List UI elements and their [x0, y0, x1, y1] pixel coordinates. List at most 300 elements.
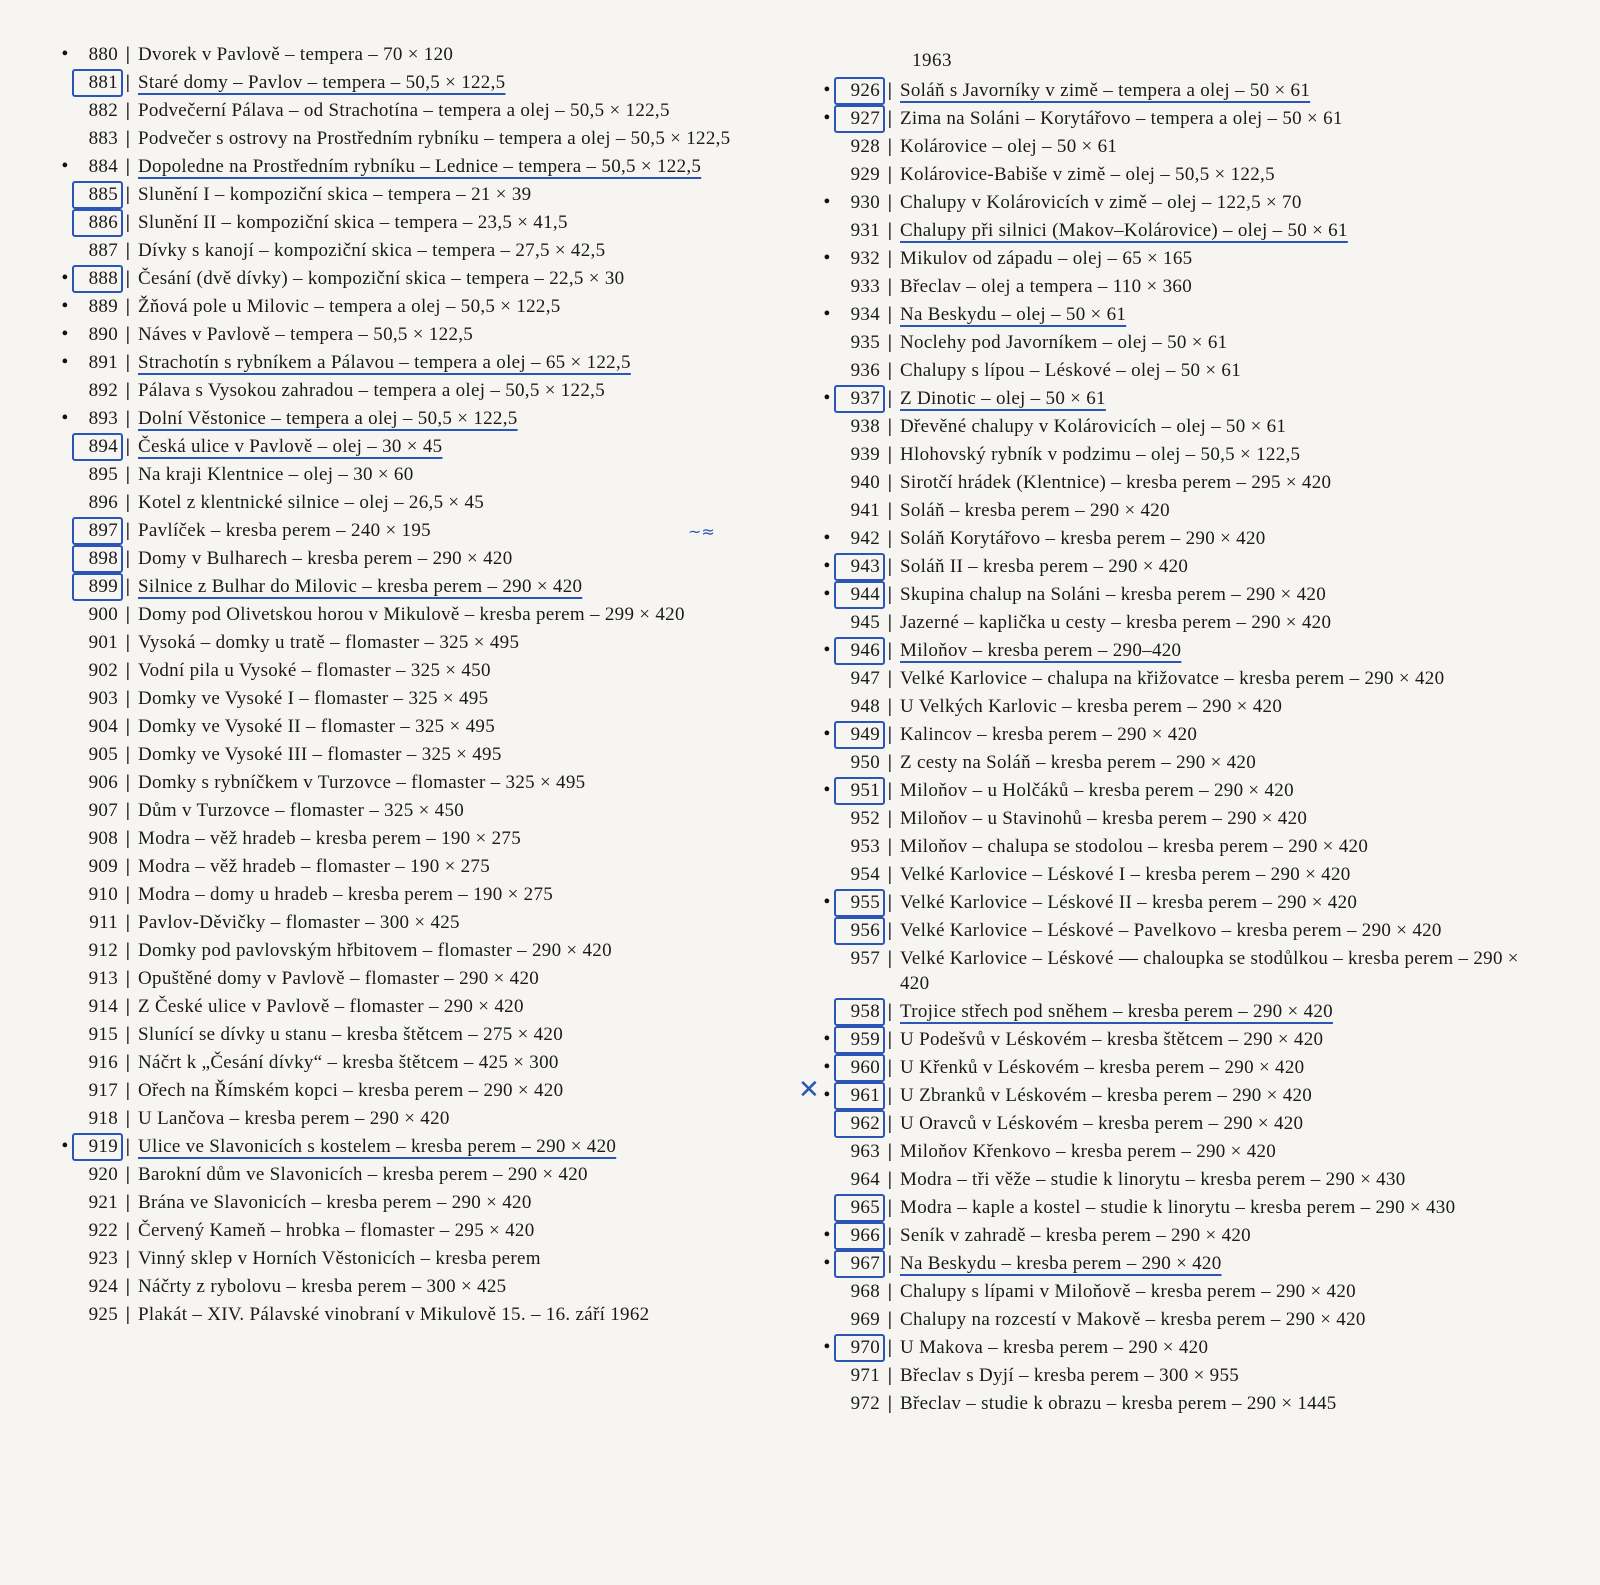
entry-description: Hlohovský rybník v podzimu – olej – 50,5 × 122,5: [900, 444, 1301, 465]
entry-number: 923: [88, 1248, 118, 1269]
catalog-entry: [820, 999, 1520, 1024]
entry-separator: |: [887, 1309, 893, 1330]
entry-number: 911: [89, 912, 118, 933]
entry-number: 922: [88, 1220, 118, 1241]
entry-number: 899: [72, 574, 120, 599]
entry-number: 929: [850, 164, 880, 185]
catalog-entry: [58, 322, 758, 347]
entry-description: Brána ve Slavonicích – kresba perem – 290 × 420: [138, 1192, 532, 1213]
entry-description: Chalupy v Kolárovicích v zimě – olej – 122,5 × 70: [900, 192, 1302, 213]
entry-description: Slunící se dívky u stanu – kresba štětcem – 275 × 420: [138, 1024, 564, 1045]
entry-separator: |: [125, 492, 131, 513]
entry-separator: |: [887, 1253, 893, 1274]
entry-number: 904: [88, 716, 118, 737]
catalog-entry: [58, 1022, 758, 1047]
entry-separator: |: [125, 548, 131, 569]
entry-description: Barokní dům ve Slavonicích – kresba perem – 290 × 420: [138, 1164, 588, 1185]
year-heading: 1963: [912, 50, 952, 71]
entry-separator: |: [125, 44, 131, 65]
entry-number: 949: [834, 722, 882, 747]
catalog-entry: [58, 406, 758, 431]
catalog-entry: [820, 750, 1520, 775]
catalog-entry: [58, 462, 758, 487]
entry-number: 966: [834, 1223, 882, 1248]
entry-separator: |: [125, 576, 131, 597]
entry-description: Břeclav – olej a tempera – 110 × 360: [900, 276, 1192, 297]
entry-separator: |: [887, 1001, 893, 1022]
entry-description: Velké Karlovice – Léskové I – kresba perem – 290 × 420: [900, 864, 1351, 885]
catalog-entry: [58, 42, 758, 67]
entry-separator: |: [125, 212, 131, 233]
entry-separator: |: [887, 164, 893, 185]
entry-separator: |: [887, 1029, 893, 1050]
entry-number: 947: [850, 668, 880, 689]
catalog-entry: [820, 1279, 1520, 1304]
catalog-entry: [820, 218, 1520, 243]
entry-number: 888: [72, 266, 120, 291]
right-column: [820, 42, 1520, 1419]
entry-description: U Podešvů v Léskovém – kresba štětcem – 290 × 420: [900, 1029, 1324, 1050]
entry-description: Velké Karlovice – Léskové — chaloupka se stodůlkou – kresba perem – 290 × 420: [900, 948, 1519, 994]
selection-dot: •: [61, 267, 69, 289]
entry-description: Seník v zahradě – kresba perem – 290 × 420: [900, 1225, 1251, 1246]
selection-dot: •: [61, 323, 69, 345]
entry-number: 892: [88, 380, 118, 401]
entry-description: Opuštěné domy v Pavlově – flomaster – 290 × 420: [138, 968, 540, 989]
entry-number: 933: [850, 276, 880, 297]
selection-dot: •: [61, 407, 69, 429]
entry-description: Jazerné – kaplička u cesty – kresba perem – 290 × 420: [900, 612, 1332, 633]
entry-separator: |: [125, 1304, 131, 1325]
entry-number: 950: [850, 752, 880, 773]
entry-separator: |: [125, 940, 131, 961]
entry-number: 894: [72, 434, 120, 459]
catalog-entry: [820, 526, 1520, 551]
entry-number: 924: [88, 1276, 118, 1297]
entry-number: 909: [88, 856, 118, 877]
entry-separator: |: [125, 240, 131, 261]
entry-number: 964: [850, 1169, 880, 1190]
entry-description: Soláň s Javorníky v zimě – tempera a olej – 50 × 61: [900, 80, 1311, 101]
entry-separator: |: [125, 1080, 131, 1101]
entry-separator: |: [887, 276, 893, 297]
entry-description: Dívky s kanojí – kompoziční skica – tempera – 27,5 × 42,5: [138, 240, 606, 261]
entry-description: Trojice střech pod sněhem – kresba perem – 290 × 420: [900, 1001, 1333, 1022]
entry-number: 914: [88, 996, 118, 1017]
entry-separator: |: [887, 724, 893, 745]
entry-separator: |: [887, 1169, 893, 1190]
entry-description: Z cesty na Soláň – kresba perem – 290 × 420: [900, 752, 1257, 773]
entry-separator: |: [125, 380, 131, 401]
entry-number: 946: [834, 638, 882, 663]
entry-number: 938: [850, 416, 880, 437]
entry-description: Pavlov-Děvičky – flomaster – 300 × 425: [138, 912, 460, 933]
entry-number: 886: [72, 210, 120, 235]
entry-number: 934: [850, 304, 880, 325]
right-entries: [820, 78, 1520, 1416]
entry-description: Miloňov – kresba perem – 290–420: [900, 640, 1182, 661]
entry-separator: |: [887, 640, 893, 661]
catalog-entry: [58, 742, 758, 767]
catalog-entry: [820, 1195, 1520, 1220]
entry-number: 939: [850, 444, 880, 465]
entry-description: U Makova – kresba perem – 290 × 420: [900, 1337, 1209, 1358]
entry-number: 915: [88, 1024, 118, 1045]
entry-separator: |: [125, 464, 131, 485]
entry-description: Kalincov – kresba perem – 290 × 420: [900, 724, 1198, 745]
entry-description: Miloňov Křenkovo – kresba perem – 290 × 420: [900, 1141, 1277, 1162]
catalog-entry: [58, 686, 758, 711]
catalog-entry: [820, 918, 1520, 943]
entry-separator: |: [887, 80, 893, 101]
catalog-entry: [58, 182, 758, 207]
entry-separator: |: [125, 296, 131, 317]
catalog-entry: [58, 994, 758, 1019]
catalog-entry: [820, 890, 1520, 915]
catalog-entry: [58, 714, 758, 739]
selection-dot: •: [823, 527, 831, 549]
entry-separator: |: [887, 920, 893, 941]
catalog-entry: [58, 910, 758, 935]
entry-separator: |: [125, 968, 131, 989]
entry-separator: |: [887, 192, 893, 213]
entry-separator: |: [125, 828, 131, 849]
entry-number: 940: [850, 472, 880, 493]
entry-separator: |: [125, 520, 131, 541]
catalog-entry: [58, 434, 758, 459]
entry-description: Skupina chalup na Soláni – kresba perem – 290 × 420: [900, 584, 1326, 605]
entry-separator: |: [887, 444, 893, 465]
entry-description: Žňová pole u Milovic – tempera a olej – 50,5 × 122,5: [138, 296, 561, 317]
entry-description: Červený Kameň – hrobka – flomaster – 295 × 420: [138, 1220, 535, 1241]
entry-separator: |: [887, 1057, 893, 1078]
entry-description: Podvečerní Pálava – od Strachotína – tempera a olej – 50,5 × 122,5: [138, 100, 670, 121]
entry-description: Kotel z klentnické silnice – olej – 26,5 × 45: [138, 492, 485, 513]
catalog-entry: [820, 862, 1520, 887]
entry-number: 901: [88, 632, 118, 653]
entry-number: 945: [850, 612, 880, 633]
selection-dot: •: [823, 891, 831, 913]
catalog-entry: [58, 1134, 758, 1159]
entry-separator: |: [125, 408, 131, 429]
entry-number: 931: [850, 220, 880, 241]
entry-number: 959: [834, 1027, 882, 1052]
entry-description: Chalupy s lípou – Léskové – olej – 50 × 61: [900, 360, 1242, 381]
catalog-entry: [820, 946, 1520, 996]
entry-separator: |: [125, 1024, 131, 1045]
entry-number: 912: [88, 940, 118, 961]
entry-description: Z České ulice v Pavlově – flomaster – 290 × 420: [138, 996, 524, 1017]
entry-description: Domky s rybníčkem v Turzovce – flomaster – 325 × 495: [138, 772, 586, 793]
entry-separator: |: [887, 1225, 893, 1246]
entry-separator: |: [887, 668, 893, 689]
entry-description: Náčrt k „Česání dívky“ – kresba štětcem – 425 × 300: [138, 1052, 559, 1073]
catalog-entry: [58, 1106, 758, 1131]
entry-number: 960: [834, 1055, 882, 1080]
catalog-entry: [820, 1307, 1520, 1332]
entry-number: 907: [88, 800, 118, 821]
entry-description: Soláň – kresba perem – 290 × 420: [900, 500, 1170, 521]
catalog-entry: [820, 1335, 1520, 1360]
selection-dot: •: [61, 351, 69, 373]
entry-description: Domky pod pavlovským hřbitovem – flomaster – 290 × 420: [138, 940, 612, 961]
catalog-entry: [58, 294, 758, 319]
entry-separator: |: [125, 128, 131, 149]
entry-number: 884: [88, 156, 118, 177]
entry-description: Soláň II – kresba perem – 290 × 420: [900, 556, 1189, 577]
entry-description: Domy pod Olivetskou horou v Mikulově – kresba perem – 299 × 420: [138, 604, 685, 625]
entry-number: 880: [88, 44, 118, 65]
catalog-entry: [820, 694, 1520, 719]
entry-description: U Křenků v Léskovém – kresba perem – 290 × 420: [900, 1057, 1305, 1078]
entry-number: 956: [834, 918, 882, 943]
entry-separator: |: [887, 808, 893, 829]
entry-description: Pavlíček – kresba perem – 240 × 195: [138, 520, 431, 541]
entry-number: 941: [850, 500, 880, 521]
catalog-entry: [58, 238, 758, 263]
entry-separator: |: [887, 780, 893, 801]
catalog-entry: [820, 582, 1520, 607]
entry-separator: |: [125, 660, 131, 681]
entry-description: Miloňov – u Holčáků – kresba perem – 290 × 420: [900, 780, 1294, 801]
catalog-entry: [820, 498, 1520, 523]
catalog-entry: [820, 386, 1520, 411]
entry-separator: |: [125, 688, 131, 709]
entry-description: Miloňov – u Stavinohů – kresba perem – 290 × 420: [900, 808, 1308, 829]
entry-description: Strachotín s rybníkem a Pálavou – tempera a olej – 65 × 122,5: [138, 352, 631, 373]
catalog-entry: [820, 1391, 1520, 1416]
pen-x-mark: ✕: [798, 1075, 820, 1105]
entry-separator: |: [887, 472, 893, 493]
catalog-entry: [820, 778, 1520, 803]
entry-separator: |: [125, 72, 131, 93]
catalog-entry: [820, 1055, 1520, 1080]
entry-number: 921: [88, 1192, 118, 1213]
entry-description: Česání (dvě dívky) – kompoziční skica – tempera – 22,5 × 30: [138, 268, 625, 289]
entry-separator: |: [125, 268, 131, 289]
entry-number: 954: [850, 864, 880, 885]
entry-separator: |: [125, 800, 131, 821]
entry-description: Velké Karlovice – Léskové II – kresba perem – 290 × 420: [900, 892, 1358, 913]
entry-number: 965: [834, 1195, 882, 1220]
entry-description: Modra – domy u hradeb – kresba perem – 190 × 275: [138, 884, 554, 905]
entry-description: Na Beskydu – kresba perem – 290 × 420: [900, 1253, 1222, 1274]
selection-dot: •: [823, 191, 831, 213]
selection-dot: •: [61, 43, 69, 65]
entry-number: 935: [850, 332, 880, 353]
catalog-entry: [820, 190, 1520, 215]
entry-description: Kolárovice – olej – 50 × 61: [900, 136, 1118, 157]
entry-separator: |: [887, 1141, 893, 1162]
entry-number: 962: [834, 1111, 882, 1136]
selection-dot: •: [823, 1056, 831, 1078]
catalog-entry: [58, 154, 758, 179]
entry-separator: |: [887, 864, 893, 885]
catalog-entry: [58, 658, 758, 683]
entry-number: 961: [834, 1083, 882, 1108]
entry-number: 925: [88, 1304, 118, 1325]
entry-separator: |: [125, 1164, 131, 1185]
entry-number: 898: [72, 546, 120, 571]
entry-separator: |: [887, 696, 893, 717]
entry-separator: |: [887, 332, 893, 353]
entry-description: Pálava s Vysokou zahradou – tempera a olej – 50,5 × 122,5: [138, 380, 606, 401]
entry-number: 903: [88, 688, 118, 709]
entry-description: Dopoledne na Prostředním rybníku – Lednice – tempera – 50,5 × 122,5: [138, 156, 702, 177]
entry-number: 919: [72, 1134, 120, 1159]
entry-separator: |: [125, 604, 131, 625]
entry-number: 897: [72, 518, 120, 543]
catalog-entry: [820, 1251, 1520, 1276]
catalog-entry: [58, 126, 758, 151]
catalog-entry: [58, 518, 758, 543]
entry-separator: |: [887, 1197, 893, 1218]
entry-number: 932: [850, 248, 880, 269]
entry-description: Na Beskydu – olej – 50 × 61: [900, 304, 1127, 325]
entry-number: 906: [88, 772, 118, 793]
entry-description: Modra – tři věže – studie k linorytu – kresba perem – 290 × 430: [900, 1169, 1406, 1190]
entry-description: U Velkých Karlovic – kresba perem – 290 × 420: [900, 696, 1283, 717]
entry-separator: |: [125, 1248, 131, 1269]
entry-number: 881: [72, 70, 120, 95]
entry-description: U Lančova – kresba perem – 290 × 420: [138, 1108, 450, 1129]
catalog-entry: [820, 134, 1520, 159]
entry-number: 920: [88, 1164, 118, 1185]
entry-description: Dřevěné chalupy v Kolárovicích – olej – 50 × 61: [900, 416, 1287, 437]
entry-description: Slunění II – kompoziční skica – tempera – 23,5 × 41,5: [138, 212, 568, 233]
catalog-entry: [58, 70, 758, 95]
catalog-entry: [58, 770, 758, 795]
entry-description: Břeclav – studie k obrazu – kresba perem – 290 × 1445: [900, 1393, 1337, 1414]
entry-description: Dvorek v Pavlově – tempera – 70 × 120: [138, 44, 454, 65]
catalog-entry: [820, 414, 1520, 439]
entry-description: Modra – věž hradeb – flomaster – 190 × 275: [138, 856, 491, 877]
catalog-entry: [58, 882, 758, 907]
entry-description: Domky ve Vysoké II – flomaster – 325 × 495: [138, 716, 496, 737]
entry-number: 971: [850, 1365, 880, 1386]
entry-number: 893: [88, 408, 118, 429]
entry-separator: |: [125, 632, 131, 653]
catalog-entry: [58, 1246, 758, 1271]
entry-separator: |: [887, 1085, 893, 1106]
entry-number: 955: [834, 890, 882, 915]
catalog-entry: [820, 358, 1520, 383]
catalog-entry: [820, 1167, 1520, 1192]
entry-number: 948: [850, 696, 880, 717]
catalog-entry: [820, 638, 1520, 663]
entry-number: 910: [88, 884, 118, 905]
entry-description: Plakát – XIV. Pálavské vinobraní v Mikulově 15. – 16. září 1962: [138, 1304, 650, 1325]
entry-separator: |: [125, 184, 131, 205]
catalog-entry: [58, 854, 758, 879]
entry-number: 913: [88, 968, 118, 989]
entry-separator: |: [125, 856, 131, 877]
entry-number: 882: [88, 100, 118, 121]
entry-separator: |: [125, 996, 131, 1017]
entry-separator: |: [125, 100, 131, 121]
entry-number: 951: [834, 778, 882, 803]
catalog-entry: [58, 1162, 758, 1187]
entry-number: 926: [834, 78, 882, 103]
entry-description: Modra – kaple a kostel – studie k linorytu – kresba perem – 290 × 430: [900, 1197, 1456, 1218]
entry-separator: |: [887, 360, 893, 381]
catalog-entry: [820, 162, 1520, 187]
catalog-entry: [820, 1139, 1520, 1164]
selection-dot: •: [823, 583, 831, 605]
entry-number: 890: [88, 324, 118, 345]
catalog-entry: [820, 442, 1520, 467]
entry-separator: |: [125, 1136, 131, 1157]
catalog-entry: [58, 546, 758, 571]
entry-description: Domy v Bulharech – kresba perem – 290 × 420: [138, 548, 513, 569]
selection-dot: •: [823, 639, 831, 661]
entry-number: 891: [88, 352, 118, 373]
entry-separator: |: [887, 836, 893, 857]
entry-number: 887: [88, 240, 118, 261]
entry-description: Na kraji Klentnice – olej – 30 × 60: [138, 464, 414, 485]
catalog-entry: [820, 610, 1520, 635]
catalog-entry: [820, 806, 1520, 831]
entry-description: Vinný sklep v Horních Věstonicích – kresba perem: [138, 1248, 541, 1269]
catalog-entry: [820, 106, 1520, 131]
entry-description: Modra – věž hradeb – kresba perem – 190 × 275: [138, 828, 521, 849]
entry-number: 969: [850, 1309, 880, 1330]
entry-number: 943: [834, 554, 882, 579]
entry-number: 885: [72, 182, 120, 207]
catalog-entry: [58, 1078, 758, 1103]
selection-dot: •: [823, 247, 831, 269]
entry-description: Velké Karlovice – Léskové – Pavelkovo – kresba perem – 290 × 420: [900, 920, 1442, 941]
catalog-entry: [58, 1050, 758, 1075]
pen-scribble-mark: ~≈: [688, 522, 715, 541]
entry-description: Náves v Pavlově – tempera – 50,5 × 122,5: [138, 324, 474, 345]
entry-description: Noclehy pod Javorníkem – olej – 50 × 61: [900, 332, 1228, 353]
entry-description: Chalupy na rozcestí v Makově – kresba perem – 290 × 420: [900, 1309, 1366, 1330]
entry-description: Česká ulice v Pavlově – olej – 30 × 45: [138, 436, 443, 457]
entry-number: 953: [850, 836, 880, 857]
catalog-entry: [58, 210, 758, 235]
entry-separator: |: [125, 1052, 131, 1073]
entry-description: Dům v Turzovce – flomaster – 325 × 450: [138, 800, 465, 821]
catalog-entry: [58, 826, 758, 851]
selection-dot: •: [823, 107, 831, 129]
selection-dot: •: [823, 779, 831, 801]
entry-separator: |: [887, 108, 893, 129]
entry-number: 968: [850, 1281, 880, 1302]
entry-separator: |: [887, 528, 893, 549]
catalog-entry: [820, 1363, 1520, 1388]
catalog-entry: [58, 938, 758, 963]
entry-number: 905: [88, 744, 118, 765]
entry-number: 930: [850, 192, 880, 213]
entry-separator: |: [887, 948, 893, 969]
catalog-entry: [58, 630, 758, 655]
entry-description: Staré domy – Pavlov – tempera – 50,5 × 122,5: [138, 72, 506, 93]
entry-number: 944: [834, 582, 882, 607]
entry-separator: |: [125, 436, 131, 457]
entry-separator: |: [125, 1192, 131, 1213]
entry-number: 967: [834, 1251, 882, 1276]
selection-dot: •: [61, 1135, 69, 1157]
catalog-entry: [58, 378, 758, 403]
entry-description: Miloňov – chalupa se stodolou – kresba perem – 290 × 420: [900, 836, 1369, 857]
entry-description: Soláň Korytářovo – kresba perem – 290 × 420: [900, 528, 1266, 549]
entry-description: Chalupy při silnici (Makov–Kolárovice) – olej – 50 × 61: [900, 220, 1348, 241]
entry-number: 936: [850, 360, 880, 381]
entry-description: U Zbranků v Léskovém – kresba perem – 290 × 420: [900, 1085, 1313, 1106]
selection-dot: •: [823, 79, 831, 101]
entry-separator: |: [887, 500, 893, 521]
